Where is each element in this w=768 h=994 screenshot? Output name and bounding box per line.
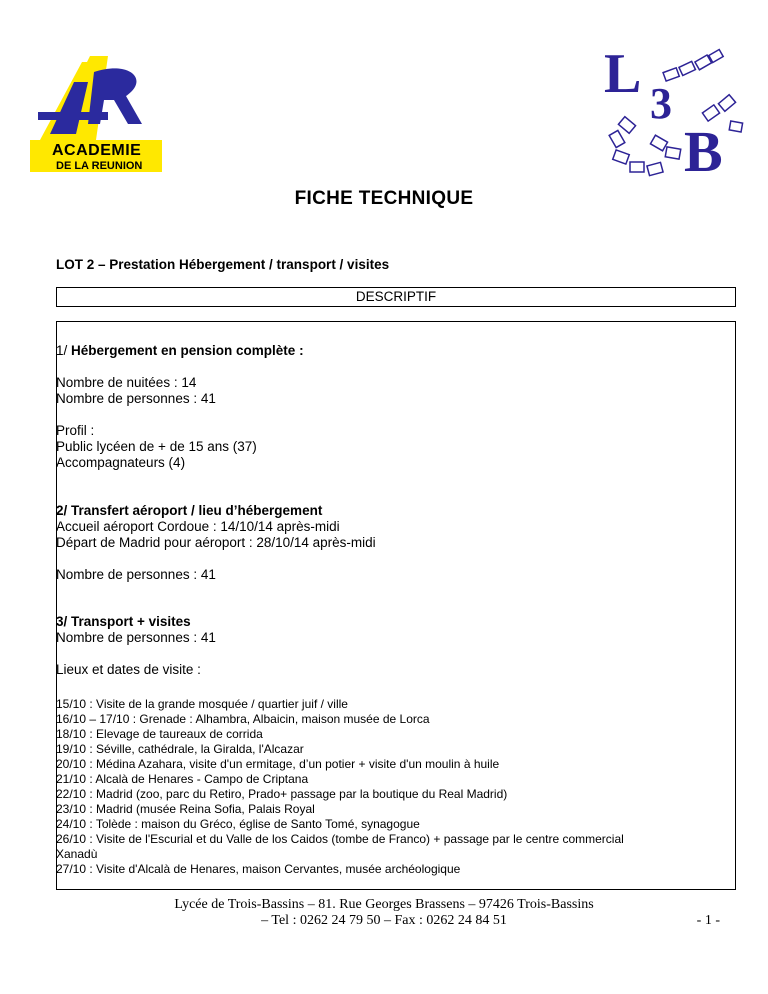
descriptif-header: DESCRIPTIF bbox=[56, 287, 736, 307]
section2-accueil: Accueil aéroport Cordoue : 14/10/14 après-midi bbox=[56, 519, 340, 534]
section1-profil-accomp: Accompagnateurs (4) bbox=[56, 455, 186, 470]
visit-item: 23/10 : Madrid (musée Reina Sofia, Palais Royal bbox=[56, 802, 315, 816]
visit-item: 19/10 : Séville, cathédrale, la Giralda, l'Alcazar bbox=[56, 742, 304, 756]
visit-item: 16/10 – 17/10 : Grenade : Alhambra, Albaicin, maison musée de Lorca bbox=[56, 712, 430, 726]
academie-logo-line1: ACADEMIE bbox=[52, 142, 142, 159]
footer-contact: – Tel : 0262 24 79 50 – Fax : 0262 24 84 51 bbox=[261, 913, 507, 928]
visit-item: 24/10 : Tolède : maison du Gréco, église de Santo Tomé, synagogue bbox=[56, 817, 420, 831]
section3-heading: 3/ Transport + visites bbox=[56, 614, 191, 629]
page-title: FICHE TECHNIQUE bbox=[294, 188, 474, 209]
footer-address: Lycée de Trois-Bassins – 81. Rue Georges Brassens – 97426 Trois-Bassins bbox=[174, 897, 594, 912]
academie-logo bbox=[30, 52, 170, 177]
section1-heading-text: Hébergement en pension complète : bbox=[71, 343, 304, 358]
lot-heading: LOT 2 – Prestation Hébergement / transport / visites bbox=[56, 257, 390, 272]
section3-personnes: Nombre de personnes : 41 bbox=[56, 630, 216, 645]
visit-item: 20/10 : Médina Azahara, visite d'un ermitage, d’un potier + visite d'un moulin à huile bbox=[56, 757, 500, 771]
l3b-letter-l: L bbox=[604, 43, 642, 105]
section1-prefix: 1/ bbox=[56, 343, 72, 358]
section2-heading: 2/ Transfert aéroport / lieu d’hébergement bbox=[56, 503, 323, 518]
academie-logo-line2: DE LA REUNION bbox=[56, 160, 143, 172]
visit-item: 21/10 : Alcalà de Henares - Campo de Criptana bbox=[56, 772, 309, 786]
section1-personnes: Nombre de personnes : 41 bbox=[56, 391, 216, 406]
section1-heading bbox=[56, 343, 304, 359]
section3-lieux-label: Lieux et dates de visite : bbox=[56, 662, 201, 677]
visit-item: 22/10 : Madrid (zoo, parc du Retiro, Prado+ passage par la boutique du Real Madrid) bbox=[56, 787, 508, 801]
l3b-letter-b: B bbox=[684, 119, 723, 184]
section2-personnes: Nombre de personnes : 41 bbox=[56, 567, 216, 582]
visit-item: 15/10 : Visite de la grande mosquée / quartier juif / ville bbox=[56, 697, 348, 711]
visit-item: Xanadù bbox=[56, 847, 98, 861]
section2-depart: Départ de Madrid pour aéroport : 28/10/14 après-midi bbox=[56, 535, 376, 550]
section1-profil-public: Public lycéen de + de 15 ans (37) bbox=[56, 439, 257, 454]
l3b-letter-3: 3 bbox=[650, 79, 672, 128]
l3b-logo bbox=[592, 43, 752, 184]
page-number: - 1 - bbox=[696, 913, 720, 928]
visit-item: 26/10 : Visite de l'Escurial et du Valle de los Caidos (tombe de Franco) + passage par le centre commercial bbox=[56, 832, 624, 846]
section1-profil-label: Profil : bbox=[56, 423, 95, 438]
visit-item: 18/10 : Elevage de taureaux de corrida bbox=[56, 727, 263, 741]
section1-nuitees: Nombre de nuitées : 14 bbox=[56, 375, 197, 390]
visit-item: 27/10 : Visite d'Alcalà de Henares, maison Cervantes, musée archéologique bbox=[56, 862, 461, 876]
